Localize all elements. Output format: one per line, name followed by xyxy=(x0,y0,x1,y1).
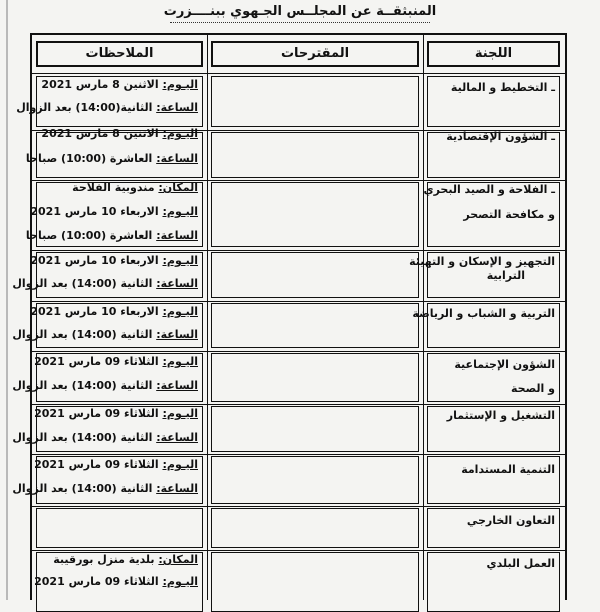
proposals-cell xyxy=(211,252,419,298)
meeting-day xyxy=(34,407,198,421)
day-label: اليـوم: xyxy=(162,78,198,91)
committee-name: التعاون الخارجي xyxy=(466,514,555,527)
time-label: الساعة: xyxy=(156,431,198,444)
committee-name-cont: و مكافحة التصحر xyxy=(463,208,555,221)
meeting-day xyxy=(30,254,198,268)
row-divider xyxy=(32,404,565,405)
day-value: الاثنين 8 مارس 2021 xyxy=(41,78,159,91)
row-divider xyxy=(32,454,565,455)
day-label: اليـوم: xyxy=(162,254,198,267)
meeting-time xyxy=(26,229,198,243)
time-label: الساعة: xyxy=(156,379,198,392)
time-label: الساعة: xyxy=(156,229,198,242)
proposals-cell xyxy=(211,182,419,247)
proposals-cell xyxy=(211,406,419,452)
row-divider xyxy=(32,73,565,74)
header-committee: اللجنة xyxy=(427,41,560,67)
meeting-day xyxy=(41,78,198,92)
place-value: بلدية منزل بورقيبة xyxy=(53,553,155,566)
time-value: الثانية(14:00) بعد الزوال xyxy=(16,101,153,114)
meeting-day xyxy=(30,305,198,319)
meeting-day xyxy=(30,205,198,219)
day-value: الثلاثاء 09 مارس 2021 xyxy=(34,407,159,420)
committee-name: التربية و الشباب و الرياضة xyxy=(412,307,555,320)
committee-name-cont: الترابية xyxy=(486,269,525,282)
day-label: اليـوم: xyxy=(162,305,198,318)
meeting-place xyxy=(72,181,198,195)
meeting-day xyxy=(34,575,198,589)
day-value: الاربعاء 10 مارس 2021 xyxy=(30,205,159,218)
time-value: الثانية (14:00) بعد الزوال xyxy=(12,328,153,341)
committee-name: ـ الفلاحة و الصيد البحري xyxy=(423,183,555,196)
time-label: الساعة: xyxy=(156,277,198,290)
time-value: الثانية (14:00) بعد الزوال xyxy=(12,431,153,444)
time-label: الساعة: xyxy=(156,101,198,114)
proposals-cell xyxy=(211,456,419,504)
day-value: الاثنين 8 مارس 2021 xyxy=(41,127,159,140)
time-value: الثانية (14:00) بعد الزوال xyxy=(12,379,153,392)
time-label: الساعة: xyxy=(156,328,198,341)
committee-name: التجهيز و الإسكان و التهيئة xyxy=(409,255,555,268)
committee-name-cont: و الصحة xyxy=(510,382,555,395)
committee-name: التنمية المستدامة xyxy=(461,463,555,476)
time-label: الساعة: xyxy=(156,152,198,165)
row-divider xyxy=(32,301,565,302)
committee-name: ـ التخطيط و المالية xyxy=(450,81,555,94)
day-value: الاربعاء 10 مارس 2021 xyxy=(30,305,159,318)
committee-name: التشغيل و الإستثمار xyxy=(446,409,555,422)
header-proposals: المقترحات xyxy=(211,41,419,67)
meeting-day xyxy=(34,458,198,472)
day-label: اليـوم: xyxy=(162,127,198,140)
meeting-day xyxy=(34,355,198,369)
day-label: اليـوم: xyxy=(162,458,198,471)
time-value: الثانية (14:00) بعد الزوال xyxy=(12,277,153,290)
row-divider xyxy=(32,250,565,251)
time-value: العاشرة (10:00) صباحا xyxy=(25,152,153,165)
day-label: اليـوم: xyxy=(162,575,198,588)
committee-name: ـ الشؤون الإقتصادية xyxy=(446,130,555,143)
meeting-time xyxy=(12,482,198,496)
day-value: الثلاثاء 09 مارس 2021 xyxy=(34,355,159,368)
day-value: الاربعاء 10 مارس 2021 xyxy=(30,254,159,267)
row-divider xyxy=(32,506,565,507)
meeting-time xyxy=(12,379,198,393)
day-label: اليـوم: xyxy=(162,355,198,368)
proposals-cell xyxy=(211,303,419,348)
meeting-time xyxy=(12,328,198,342)
day-value: الثلاثاء 09 مارس 2021 xyxy=(34,458,159,471)
day-value: الثلاثاء 09 مارس 2021 xyxy=(34,575,159,588)
column-divider xyxy=(207,35,208,600)
proposals-cell xyxy=(211,508,419,548)
meeting-time xyxy=(16,101,198,115)
time-value: الثانية (14:00) بعد الزوال xyxy=(12,482,153,495)
title-underline xyxy=(170,22,430,23)
row-divider xyxy=(32,351,565,352)
place-label: المكان: xyxy=(158,181,198,194)
meeting-time xyxy=(12,277,198,291)
meeting-day xyxy=(41,127,198,141)
time-value: العاشرة (10:00) صباحا xyxy=(25,229,153,242)
meeting-time xyxy=(12,431,198,445)
meeting-place xyxy=(53,553,198,567)
committee-name: الشؤون الإجتماعية xyxy=(454,358,555,371)
header-notes: الملاحظات xyxy=(36,41,203,67)
committees-table xyxy=(12,33,567,600)
place-value: مندوبية الفلاحة xyxy=(72,181,155,194)
day-label: اليـوم: xyxy=(162,407,198,420)
notes-cell xyxy=(36,508,203,548)
proposals-cell xyxy=(211,76,419,127)
place-label: المكان: xyxy=(158,553,198,566)
committee-name: العمل البلدي xyxy=(486,557,555,570)
time-label: الساعة: xyxy=(156,482,198,495)
page-title: المنبثقــة عن المجلــس الجـهوي ببنــــزرت xyxy=(163,4,437,19)
meeting-time xyxy=(26,152,198,166)
row-divider xyxy=(32,550,565,551)
proposals-cell xyxy=(211,132,419,178)
proposals-cell xyxy=(211,353,419,402)
proposals-cell xyxy=(211,552,419,612)
day-label: اليـوم: xyxy=(162,205,198,218)
page-edge xyxy=(6,0,8,600)
